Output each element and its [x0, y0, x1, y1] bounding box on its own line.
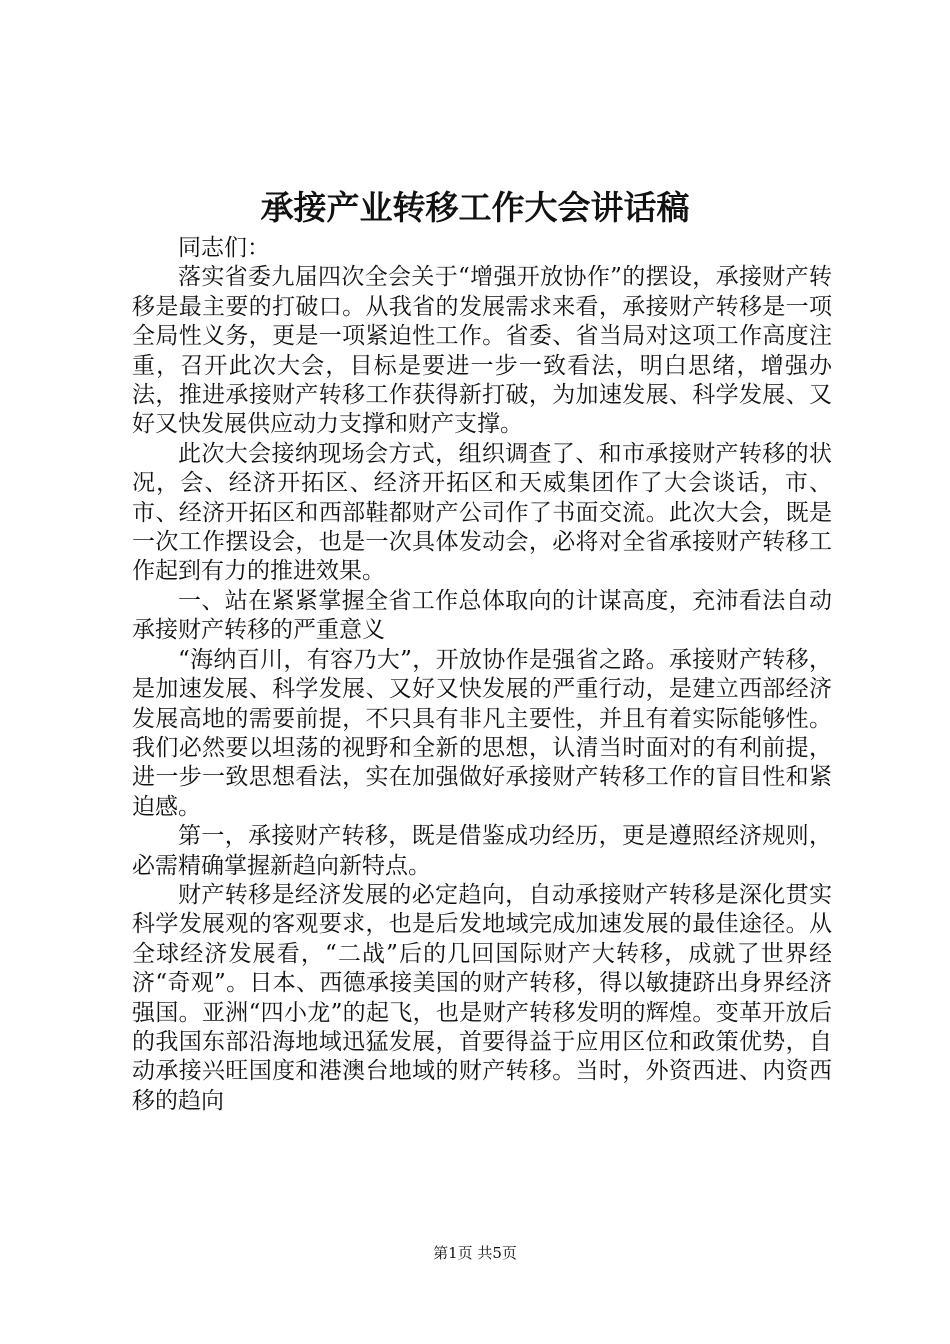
document-title: 承接产业转移工作大会讲话稿	[260, 188, 690, 227]
paragraph: 此次大会接纳现场会方式，组织调查了、和市承接财产转移的状况，会、经济开拓区、经济开拓区和天威集团作了大会谈话，市、市、经济开拓区和西部鞋都财产公司作了书面交流。此次大会，既是一次工作摆设会，也是一次具体发动会，必将对全省承接财产转移工作起到有力的推进效果。	[132, 440, 832, 585]
page-number-footer: 第1页 共5页	[433, 1244, 517, 1262]
paragraph: 落实省委九届四次全会关于“增强开放协作”的摆设，承接财产转移是最主要的打破口。从我省的发展需求来看，承接财产转移是一项全局性义务，更是一项紧迫性工作。省委、省当局对这项工作高度注重，召开此次大会，目标是要进一步一致看法，明白思绪，增强办法，推进承接财产转移工作获得新打破，为加速发展、科学发展、又好又快发展供应动力支撑和财产支撑。	[132, 264, 832, 438]
paragraph: 财产转移是经济发展的必定趋向，自动承接财产转移是深化贯实科学发展观的客观要求，也是后发地域完成加速发展的最佳途径。从全球经济发展看，“二战”后的几回国际财产大转移，成就了世界经济“奇观”。日本、西德承接美国的财产转移，得以敏捷跻出身界经济强国。亚洲“四小龙”的起飞，也是财产转移发明的辉煌。变革开放后的我国东部沿海地域迅猛发展，首要得益于应用区位和政策优势，自动承接兴旺国度和港澳台地域的财产转移。当时，外资西进、内资西移的趋向	[132, 881, 832, 1114]
section-heading: 一、站在紧紧掌握全省工作总体取向的计谋高度，充沛看法自动承接财产转移的严重意义	[132, 587, 832, 644]
paragraph: “海纳百川，有容乃大”，开放协作是强省之路。承接财产转移，是加速发展、科学发展、又好又快发展的严重行动，是建立西部经济发展高地的需要前提，不只具有非凡主要性，并且有着实际能够性。我们必然要以坦荡的视野和全新的思想，认清当时面对的有利前提，进一步一致思想看法，实在加强做好承接财产转移工作的盲目性和紧迫感。	[132, 646, 832, 820]
paragraph-salutation: 同志们：	[178, 235, 270, 261]
document-body	[132, 234, 832, 1116]
paragraph: 第一，承接财产转移，既是借鉴成功经历，更是遵照经济规则，必需精确掌握新趋向新特点。	[132, 823, 832, 879]
